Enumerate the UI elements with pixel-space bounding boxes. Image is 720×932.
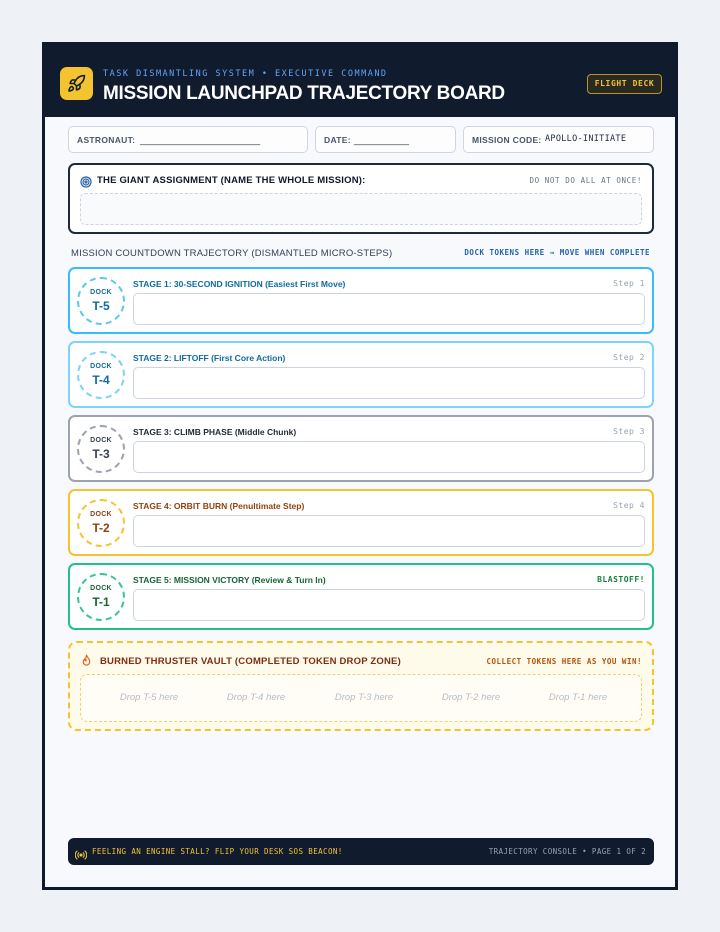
stage-step: Step 2 xyxy=(613,353,645,362)
stage-card-5 xyxy=(68,563,654,630)
dock-token-t3[interactable] xyxy=(77,425,125,473)
dock-token: T-4 xyxy=(92,373,110,387)
token-drop-zone[interactable] xyxy=(80,674,642,722)
drop-slot-t5[interactable]: Drop T-5 here xyxy=(119,692,179,703)
dock-label: DOCK xyxy=(90,511,112,518)
date-value: ___________ xyxy=(354,135,410,145)
drop-slot-t1[interactable]: Drop T-1 here xyxy=(548,692,608,703)
flight-deck-badge: FLIGHT DECK xyxy=(587,74,662,94)
system-kicker: TASK DISMANTLING SYSTEM • EXECUTIVE COMMAND xyxy=(103,69,388,79)
drop-slot-t3[interactable]: Drop T-3 here xyxy=(334,692,394,703)
stage-input[interactable] xyxy=(133,293,645,325)
dock-token-t2[interactable] xyxy=(77,499,125,547)
stage-title: STAGE 5: MISSION VICTORY (Review & Turn In) xyxy=(133,575,326,585)
dock-token: T-1 xyxy=(92,595,110,609)
sos-beacon-text: FEELING AN ENGINE STALL? FLIP YOUR DESK SOS BEACON! xyxy=(92,847,343,856)
mission-code-field[interactable] xyxy=(463,126,654,153)
vault-hint: COLLECT TOKENS HERE AS YOU WIN! xyxy=(486,657,642,666)
thruster-vault xyxy=(68,641,654,731)
dock-label: DOCK xyxy=(90,437,112,444)
blastoff-label: BLASTOFF! xyxy=(597,575,645,584)
stage-title: STAGE 1: 30-SECOND IGNITION (Easiest First Move) xyxy=(133,279,346,289)
stage-input[interactable] xyxy=(133,515,645,547)
stage-input[interactable] xyxy=(133,589,645,621)
stage-step: Step 4 xyxy=(613,501,645,510)
trajectory-title: MISSION COUNTDOWN TRAJECTORY (DISMANTLED MICRO-STEPS) xyxy=(71,248,393,259)
page-indicator: TRAJECTORY CONSOLE • PAGE 1 OF 2 xyxy=(488,847,646,856)
astronaut-label: ASTRONAUT: xyxy=(77,135,136,145)
stage-title: STAGE 3: CLIMB PHASE (Middle Chunk) xyxy=(133,427,297,437)
stage-title: STAGE 2: LIFTOFF (First Core Action) xyxy=(133,353,286,363)
astronaut-value: ________________________ xyxy=(140,135,261,145)
flame-icon xyxy=(81,654,92,672)
dock-token-t4[interactable] xyxy=(77,351,125,399)
stage-input[interactable] xyxy=(133,441,645,473)
header-bar xyxy=(45,45,675,117)
stage-title: STAGE 4: ORBIT BURN (Penultimate Step) xyxy=(133,501,305,511)
dock-label: DOCK xyxy=(90,289,112,296)
dock-token-t1[interactable] xyxy=(77,573,125,621)
date-field[interactable] xyxy=(315,126,456,153)
dock-token: T-2 xyxy=(92,521,110,535)
footer-bar xyxy=(68,838,654,865)
date-label: DATE: xyxy=(324,135,351,145)
dock-token: T-5 xyxy=(92,299,110,313)
page-title: MISSION LAUNCHPAD TRAJECTORY BOARD xyxy=(103,83,505,104)
stage-step: Step 1 xyxy=(613,279,645,288)
giant-assignment-note: DO NOT DO ALL AT ONCE! xyxy=(529,176,642,185)
dock-label: DOCK xyxy=(90,585,112,592)
giant-assignment-title: THE GIANT ASSIGNMENT (NAME THE WHOLE MISSION): xyxy=(97,175,366,186)
drop-slot-t2[interactable]: Drop T-2 here xyxy=(441,692,501,703)
astronaut-field[interactable] xyxy=(68,126,308,153)
dock-label: DOCK xyxy=(90,363,112,370)
stage-card-2 xyxy=(68,341,654,408)
target-icon xyxy=(80,175,92,193)
trajectory-hint: DOCK TOKENS HERE → MOVE WHEN COMPLETE xyxy=(464,248,650,257)
beacon-icon xyxy=(75,847,87,865)
giant-assignment-card xyxy=(68,163,654,234)
stage-card-1 xyxy=(68,267,654,334)
mission-code-value: APOLLO-INITIATE xyxy=(545,134,627,144)
worksheet-page xyxy=(42,42,678,890)
dock-token: T-3 xyxy=(92,447,110,461)
drop-slot-t4[interactable]: Drop T-4 here xyxy=(226,692,286,703)
vault-title: BURNED THRUSTER VAULT (COMPLETED TOKEN DROP ZONE) xyxy=(100,656,401,667)
dock-token-t5[interactable] xyxy=(77,277,125,325)
mission-code-label: MISSION CODE: xyxy=(472,135,542,145)
stage-card-4 xyxy=(68,489,654,556)
stage-input[interactable] xyxy=(133,367,645,399)
stage-step: Step 3 xyxy=(613,427,645,436)
rocket-icon xyxy=(60,67,93,100)
giant-assignment-input[interactable] xyxy=(80,193,642,225)
stage-card-3 xyxy=(68,415,654,482)
